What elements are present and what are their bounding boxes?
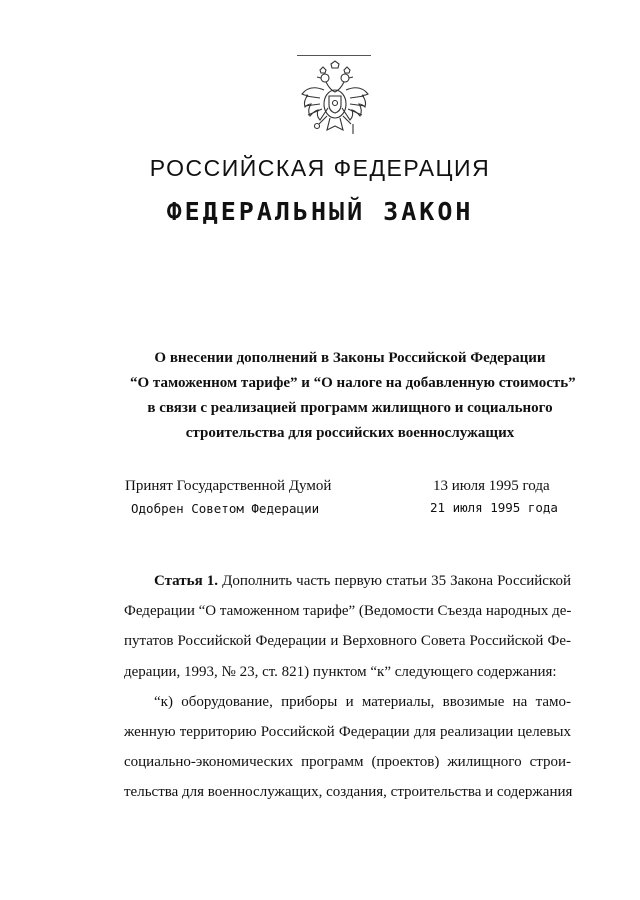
law-type-heading: ФЕДЕРАЛЬНЫЙ ЗАКОН bbox=[166, 197, 474, 226]
article-1-line: дерации, 1993, № 23, ст. 821) пунктом “к” следующего содержания: bbox=[124, 663, 557, 680]
article-1-line: женную территорию Российской Федерации для реализации целевых bbox=[124, 724, 571, 741]
article-1-line: Федерации “О таможенном тарифе” (Ведомости Съезда народных де- bbox=[124, 603, 572, 620]
article-1-line: путатов Российской Федерации и Верховного Совета Российской Фе- bbox=[124, 633, 571, 650]
law-title-line: О внесении дополнений в Законы Российской Федерации bbox=[154, 350, 546, 366]
article-1-line: тельства для военнослужащих, создания, строительства и содержания bbox=[124, 784, 573, 801]
article-1-paragraph-1 bbox=[124, 566, 571, 687]
article-1-line: Статья 1. Дополнить часть первую статьи 35 Закона Российской bbox=[154, 573, 572, 589]
double-headed-eagle-icon bbox=[296, 60, 374, 142]
article-1-line: социально-экономических программ (проектов) жилищного строи- bbox=[124, 754, 571, 771]
council-approval-label: Одобрен Советом Федерации bbox=[131, 501, 320, 516]
emblem-divider bbox=[297, 55, 371, 56]
article-1-label: Статья 1. bbox=[154, 573, 219, 589]
duma-adoption-label: Принят Государственной Думой bbox=[125, 478, 332, 494]
article-1-line: “к) оборудование, приборы и материалы, ввозимые на тамо- bbox=[154, 693, 571, 710]
duma-adoption-date: 13 июля 1995 года bbox=[433, 478, 550, 494]
law-title-line: строительства для российских военнослужащих bbox=[185, 425, 515, 441]
law-title bbox=[130, 346, 576, 446]
article-1-paragraph-2 bbox=[124, 687, 571, 808]
law-title-line: “О таможенном тарифе” и “О налоге на добавленную стоимость” bbox=[130, 375, 576, 391]
council-approval-date: 21 июля 1995 года bbox=[430, 500, 558, 515]
country-heading: РОССИЙСКАЯ ФЕДЕРАЦИЯ bbox=[149, 155, 491, 181]
law-title-line: в связи с реализацией программ жилищного и социального bbox=[147, 400, 553, 416]
article-1 bbox=[124, 566, 571, 808]
